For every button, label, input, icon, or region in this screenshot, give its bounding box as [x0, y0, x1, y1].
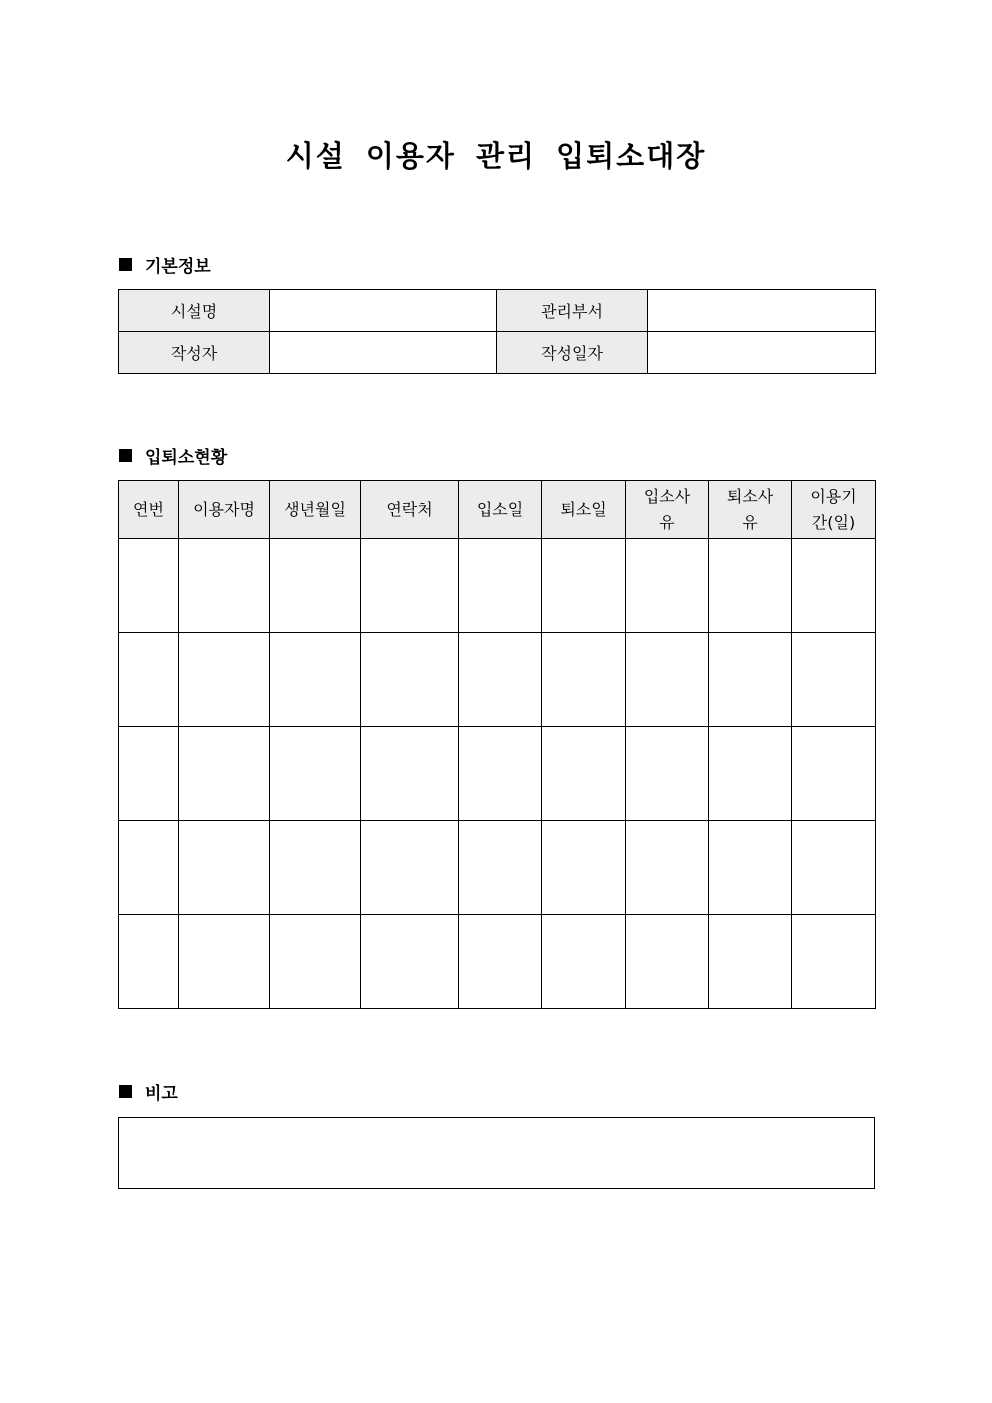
table-cell[interactable]: [459, 821, 542, 915]
table-cell[interactable]: [792, 727, 876, 821]
table-cell[interactable]: [119, 539, 179, 633]
table-cell[interactable]: [459, 633, 542, 727]
table-cell[interactable]: [459, 727, 542, 821]
author-label: 작성자: [119, 332, 270, 374]
column-header: 연락처: [361, 481, 459, 539]
table-cell[interactable]: [361, 633, 459, 727]
table-cell[interactable]: [361, 915, 459, 1009]
status-header-row: [119, 481, 876, 539]
table-cell[interactable]: [270, 915, 361, 1009]
table-cell[interactable]: [179, 539, 270, 633]
table-row: [119, 821, 876, 915]
table-cell[interactable]: [626, 633, 709, 727]
column-header: 생년월일: [270, 481, 361, 539]
table-cell[interactable]: [792, 915, 876, 1009]
remarks-field[interactable]: [118, 1117, 875, 1189]
column-header: 이용자명: [179, 481, 270, 539]
table-cell[interactable]: [626, 539, 709, 633]
table-cell[interactable]: [270, 727, 361, 821]
author-field[interactable]: [270, 332, 497, 374]
column-header: 입소일: [459, 481, 542, 539]
table-cell[interactable]: [542, 821, 626, 915]
table-row: [119, 539, 876, 633]
status-body: [119, 539, 876, 1009]
table-cell[interactable]: [119, 821, 179, 915]
facility-name-label: 시설명: [119, 290, 270, 332]
table-row: [119, 915, 876, 1009]
department-label: 관리부서: [497, 290, 648, 332]
table-cell[interactable]: [361, 727, 459, 821]
table-cell[interactable]: [792, 633, 876, 727]
column-header: 이용기 간(일): [792, 481, 876, 539]
table-cell[interactable]: [709, 539, 792, 633]
basic-info-heading-text: 기본정보: [145, 256, 211, 277]
column-header: 퇴소일: [542, 481, 626, 539]
table-cell[interactable]: [459, 915, 542, 1009]
basic-info-table: [118, 289, 876, 374]
table-cell[interactable]: [179, 821, 270, 915]
table-cell[interactable]: [179, 915, 270, 1009]
table-row: [119, 633, 876, 727]
table-cell[interactable]: [626, 915, 709, 1009]
status-heading: [119, 443, 227, 467]
column-header: 연번: [119, 481, 179, 539]
table-cell[interactable]: [709, 633, 792, 727]
table-cell[interactable]: [119, 915, 179, 1009]
date-field[interactable]: [648, 332, 876, 374]
document-title: 시설 이용자 관리 입퇴소대장: [285, 139, 707, 173]
table-cell[interactable]: [542, 915, 626, 1009]
table-cell[interactable]: [179, 633, 270, 727]
date-label: 작성일자: [497, 332, 648, 374]
table-cell[interactable]: [709, 915, 792, 1009]
table-cell[interactable]: [270, 539, 361, 633]
facility-name-field[interactable]: [270, 290, 497, 332]
column-header: 퇴소사 유: [709, 481, 792, 539]
remarks-heading-text: 비고: [145, 1083, 178, 1104]
column-header: 입소사 유: [626, 481, 709, 539]
table-cell[interactable]: [119, 727, 179, 821]
table-cell[interactable]: [626, 821, 709, 915]
table-cell[interactable]: [270, 821, 361, 915]
table-cell[interactable]: [361, 539, 459, 633]
square-bullet-icon: [119, 449, 132, 462]
status-table: [118, 480, 876, 1009]
table-cell[interactable]: [119, 633, 179, 727]
department-field[interactable]: [648, 290, 876, 332]
table-cell[interactable]: [709, 727, 792, 821]
table-cell[interactable]: [542, 727, 626, 821]
table-cell[interactable]: [270, 633, 361, 727]
basic-info-heading: [119, 252, 211, 276]
table-cell[interactable]: [459, 539, 542, 633]
table-cell[interactable]: [709, 821, 792, 915]
table-cell[interactable]: [179, 727, 270, 821]
table-cell[interactable]: [542, 539, 626, 633]
table-cell[interactable]: [792, 821, 876, 915]
table-row: [119, 727, 876, 821]
table-cell[interactable]: [792, 539, 876, 633]
square-bullet-icon: [119, 258, 132, 271]
remarks-heading: [119, 1079, 178, 1103]
table-cell[interactable]: [626, 727, 709, 821]
square-bullet-icon: [119, 1085, 132, 1098]
table-cell[interactable]: [361, 821, 459, 915]
status-heading-text: 입퇴소현황: [145, 447, 228, 468]
table-cell[interactable]: [542, 633, 626, 727]
